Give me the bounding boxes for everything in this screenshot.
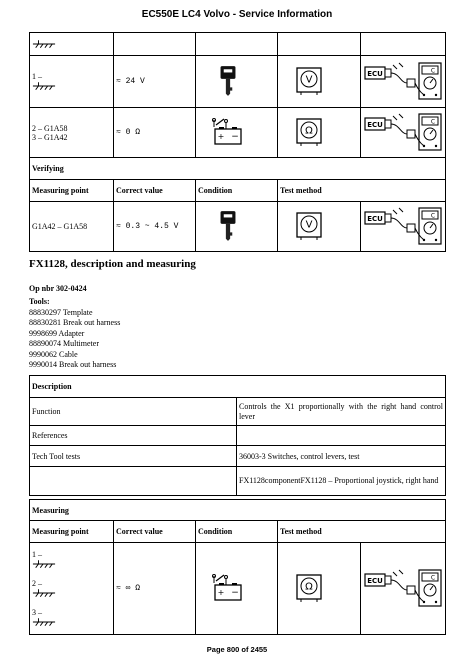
- column-header: Test method: [278, 180, 446, 202]
- measuring-table-continued: [29, 32, 446, 252]
- ecu-multimeter-diagram-icon: [363, 61, 443, 101]
- correct-value-cell: ≈ 24 V: [114, 56, 196, 108]
- measuring-point-cell: [30, 108, 114, 158]
- measuring-label: Measuring: [30, 500, 446, 521]
- column-header: Measuring point: [30, 180, 114, 202]
- tools-list: [29, 308, 120, 370]
- measuring-point-label: 1 –: [32, 72, 42, 81]
- ground-symbol-icon: [32, 39, 56, 49]
- table-header-row: [30, 521, 446, 543]
- test-method-cell: [278, 543, 361, 635]
- ground-symbol-icon: [32, 617, 56, 627]
- column-header: Correct value: [114, 521, 196, 543]
- battery-disconnected-icon: [211, 117, 245, 147]
- condition-cell: [196, 56, 278, 108]
- ground-symbol-icon: [32, 588, 56, 598]
- list-item: 9990014 Break out harness: [29, 360, 117, 370]
- list-item: 9990062 Cable: [29, 349, 78, 359]
- voltmeter-icon: [296, 212, 322, 240]
- test-method-cell: [278, 33, 361, 56]
- ohmmeter-icon: [296, 574, 322, 602]
- diagram-cell: [361, 56, 446, 108]
- column-header: Measuring point: [30, 521, 114, 543]
- measuring-point-cell: [30, 56, 114, 108]
- test-method-cell: [278, 108, 361, 158]
- table-row: [30, 446, 446, 467]
- condition-cell: [196, 543, 278, 635]
- column-header: Condition: [196, 180, 278, 202]
- table-row: [30, 33, 446, 56]
- description-value: 36003-3 Switches, control levers, test: [237, 446, 446, 467]
- description-value: Controls the X1 proportionally with the right hand control lever: [237, 398, 446, 426]
- list-item: 88890074 Multimeter: [29, 339, 99, 349]
- description-label: Description: [30, 376, 446, 398]
- ecu-multimeter-diagram-icon: [363, 568, 443, 608]
- operation-number: Op nbr 302-0424: [29, 284, 87, 293]
- correct-value-cell: ≈ 0.3 ~ 4.5 V: [114, 202, 196, 252]
- description-key: Tech Tool tests: [30, 446, 237, 467]
- column-header: Condition: [196, 521, 278, 543]
- description-value: FX1128componentFX1128 – Proportional joystick, right hand: [237, 467, 446, 496]
- table-header-row: [30, 180, 446, 202]
- ground-symbol-icon: [32, 81, 56, 91]
- measuring-point-cell: G1A42 – G1A58: [30, 202, 114, 252]
- verifying-label: Verifying: [30, 158, 446, 180]
- table-row: [30, 398, 446, 426]
- ground-symbol-icon: [32, 559, 56, 569]
- list-item: 9998699 Adapter: [29, 328, 85, 338]
- page-number: Page 800 of 2455: [206, 645, 268, 654]
- table-row: [30, 467, 446, 496]
- measuring-point-label: 3 –: [32, 608, 42, 617]
- table-row: [30, 376, 446, 398]
- section-title: FX1128, description and measuring: [29, 258, 196, 270]
- document-header: EC550E LC4 Volvo - Service Information: [141, 9, 333, 20]
- tools-heading: Tools:: [29, 297, 50, 306]
- battery-disconnected-icon: [211, 573, 245, 603]
- table-row: [30, 158, 446, 180]
- condition-cell: [196, 202, 278, 252]
- table-row: [30, 500, 446, 521]
- measuring-point-label: 2 – G1A58: [32, 123, 68, 133]
- description-key: References: [30, 426, 237, 446]
- ecu-multimeter-diagram-icon: [363, 206, 443, 246]
- description-value: [237, 426, 446, 446]
- ignition-key-on-icon: [218, 65, 238, 97]
- diagram-cell: [361, 543, 446, 635]
- condition-cell: [196, 33, 278, 56]
- table-row: [30, 426, 446, 446]
- list-item: 88830281 Break out harness: [29, 318, 121, 328]
- correct-value-cell: ≈ ∞ Ω: [114, 543, 196, 635]
- measuring-point-label: 1 –: [32, 550, 42, 559]
- table-row: [30, 543, 446, 635]
- correct-value-cell: [114, 33, 196, 56]
- table-row: [30, 56, 446, 108]
- ecu-multimeter-diagram-icon: [363, 112, 443, 152]
- measuring-point-cell: [30, 33, 114, 56]
- test-method-cell: [278, 202, 361, 252]
- column-header: Test method: [278, 521, 446, 543]
- voltmeter-icon: [296, 67, 322, 95]
- diagram-cell: [361, 33, 446, 56]
- diagram-cell: [361, 108, 446, 158]
- condition-cell: [196, 108, 278, 158]
- table-row: [30, 202, 446, 252]
- description-table: [29, 375, 446, 496]
- description-key: [30, 467, 237, 496]
- measuring-point-label: 2 –: [32, 579, 42, 588]
- test-method-cell: [278, 56, 361, 108]
- correct-value-cell: ≈ 0 Ω: [114, 108, 196, 158]
- measuring-table: [29, 499, 446, 635]
- ohmmeter-icon: [296, 118, 322, 146]
- diagram-cell: [361, 202, 446, 252]
- list-item: 88830297 Template: [29, 308, 93, 317]
- column-header: Correct value: [114, 180, 196, 202]
- measuring-point-label: 3 – G1A42: [32, 132, 68, 142]
- table-row: [30, 108, 446, 158]
- measuring-point-cell: [30, 543, 114, 635]
- description-key: Function: [30, 398, 237, 426]
- ignition-key-on-icon: [218, 210, 238, 242]
